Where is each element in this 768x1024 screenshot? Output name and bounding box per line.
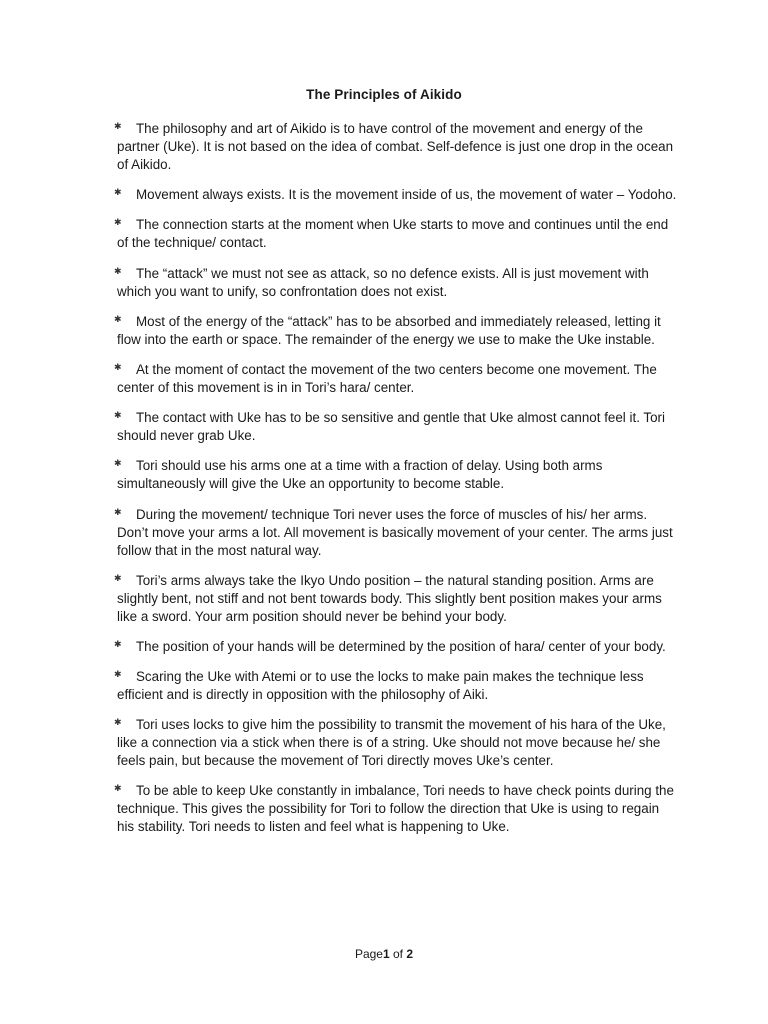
asterisk-icon: ✱ [114,313,122,324]
asterisk-icon: ✱ [114,410,122,421]
asterisk-icon: ✱ [114,506,122,517]
list-item [114,216,677,252]
page-total: 2 [406,947,414,961]
list-item-text: The contact with Uke has to be so sensitive and gentle that Uke almost cannot feel it. Tori should never grab Uke. [117,410,665,444]
asterisk-icon: ✱ [114,217,122,228]
list-item [114,506,677,560]
list-item-text: Movement always exists. It is the movement inside of us, the movement of water – Yodoho. [136,187,677,203]
page-footer [0,947,768,961]
list-item [114,782,677,836]
of-label: of [389,947,407,961]
asterisk-icon: ✱ [114,717,122,728]
list-item-text: The position of your hands will be determined by the position of hara/ center of your body. [136,638,666,654]
list-item-text: Tori should use his arms one at a time with a fraction of delay. Using both arms simultaneously will give the Uke an opportunity to become stable. [117,458,603,492]
asterisk-icon: ✱ [114,783,122,794]
page-title: The Principles of Aikido [306,87,462,102]
list-item-text: Most of the energy of the “attack” has to be absorbed and immediately released, letting it flow into the earth or space. The remainder of the energy we use to make the Uke instable. [117,313,661,347]
list-item [114,265,677,301]
principles-list [114,120,677,849]
asterisk-icon: ✱ [114,361,122,372]
list-item-text: At the moment of contact the movement of the two centers become one movement. The center of this movement is in in Tori’s hara/ center. [117,361,657,395]
list-item [114,638,677,656]
page-current: 1 [382,947,390,961]
list-item [114,120,677,174]
list-item [114,668,677,704]
list-item [114,409,677,445]
list-item-text: The philosophy and art of Aikido is to have control of the movement and energy of the partner (Uke). It is not based on the idea of combat. Self-defence is just one drop in the ocean of Aikido. [117,121,674,172]
asterisk-icon: ✱ [114,638,122,649]
list-item-text: The connection starts at the moment when Uke starts to move and continues until the end of the technique/ contact. [117,217,669,251]
list-item [114,361,677,397]
list-item-text: Tori’s arms always take the Ikyo Undo position – the natural standing position. Arms are slightly bent, not stiff and not bent towards body. This slightly bent position makes your arms like a sword. Your arm position should never be behind your body. [117,572,662,624]
list-item-text: The “attack” we must not see as attack, so no defence exists. All is just movement with which you want to unify, so confrontation does not exist. [117,265,649,299]
list-item [114,572,677,626]
list-item [114,313,677,349]
list-item [114,716,677,770]
page-label: Page [354,947,383,961]
asterisk-icon: ✱ [114,458,122,469]
list-item [114,186,677,204]
list-item-text: During the movement/ technique Tori never uses the force of muscles of his/ her arms. Don’t move your arms a lot. All movement is basically movement of your center. The arms just follow that in the most natural way. [117,506,673,558]
list-item-text: Scaring the Uke with Atemi or to use the locks to make pain makes the technique less efficient and is directly in opposition with the philosophy of Aiki. [117,669,644,703]
asterisk-icon: ✱ [114,265,122,276]
asterisk-icon: ✱ [114,121,122,131]
asterisk-icon: ✱ [114,572,122,583]
list-item-text: To be able to keep Uke constantly in imbalance, Tori needs to have check points during the technique. This gives the possibility for Tori to follow the direction that Uke is using to regain his stability. Tori needs to listen and feel what is happening to Uke. [117,783,674,835]
list-item [114,457,677,493]
asterisk-icon: ✱ [114,669,122,680]
asterisk-icon: ✱ [114,187,122,198]
list-item-text: Tori uses locks to give him the possibility to transmit the movement of his hara of the Uke, like a connection via a stick when there is of a string. Uke should not move because he/ she feels pain, but because the movement of Tori directly moves Uke’s center. [117,717,666,769]
